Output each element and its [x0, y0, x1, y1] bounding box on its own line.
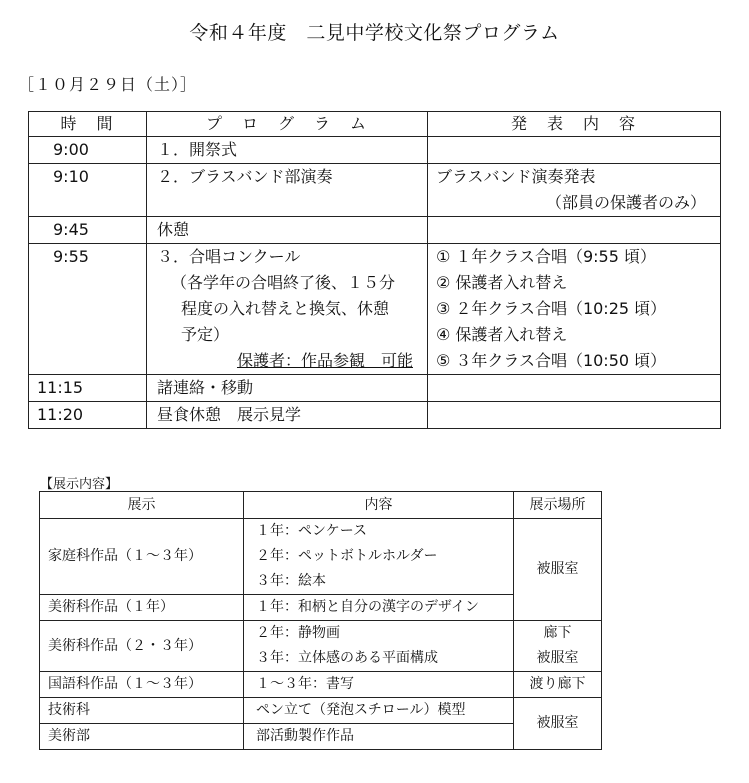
- exhibit-line: １～３年：書写: [256, 676, 354, 692]
- exhibit-item: 美術科作品（２・３年）: [40, 621, 244, 672]
- exhibit-item: 国語科作品（１～３年）: [40, 672, 244, 698]
- exhibit-line: ２年：静物画: [256, 625, 340, 641]
- page-title: 令和４年度 二見中学校文化祭プログラム: [189, 22, 560, 44]
- time-cell: 9:00: [29, 137, 147, 164]
- time-cell: 11:20: [29, 402, 147, 429]
- program-line: 諸連絡・移動: [157, 378, 254, 397]
- program-cell: [147, 244, 428, 375]
- header-time: 時 間: [29, 112, 147, 137]
- exhibit-place-line: 被服室: [536, 650, 579, 666]
- table-row: [40, 672, 602, 698]
- exhibit-line: 部活動製作作品: [256, 728, 354, 744]
- table-row: [29, 217, 721, 244]
- header-place: 展示場所: [514, 492, 602, 519]
- content-line: ① １年クラス合唱（9:55 頃）: [436, 247, 656, 266]
- time-cell: 11:15: [29, 375, 147, 402]
- exhibit-place: 渡り廊下: [514, 672, 602, 698]
- content-cell: [428, 137, 721, 164]
- table-row: [29, 164, 721, 217]
- program-cell: [147, 137, 428, 164]
- exhibit-place: [514, 621, 602, 672]
- content-line: ② 保護者入れ替え: [436, 273, 568, 292]
- exhibit-place-line: 廊下: [543, 625, 572, 641]
- content-cell: [428, 217, 721, 244]
- table-row: [29, 137, 721, 164]
- exhibit-item: 美術科作品（１年）: [40, 595, 244, 621]
- time-cell: 9:45: [29, 217, 147, 244]
- exhibit-line: １年：和柄と自分の漢字のデザイン: [256, 599, 480, 615]
- exhibit-line: ペン立て（発泡スチロール）模型: [256, 702, 466, 718]
- exhibit-content: [244, 672, 514, 698]
- header-item: 展示: [40, 492, 244, 519]
- exhibit-item: 家庭科作品（１～３年）: [40, 519, 244, 595]
- table-row: [29, 402, 721, 429]
- content-line: ブラスバンド演奏発表: [436, 167, 596, 186]
- header-content: 発 表 内 容: [428, 112, 721, 137]
- exhibit-item: 技術科: [40, 698, 244, 724]
- program-cell: [147, 217, 428, 244]
- exhibit-line: ３年：立体感のある平面構成: [256, 650, 438, 666]
- time-cell: 9:55: [29, 244, 147, 375]
- exhibit-content: [244, 519, 514, 595]
- header-program: プ ロ グ ラ ム: [147, 112, 428, 137]
- content-cell: [428, 244, 721, 375]
- exhibit-table: [39, 491, 602, 750]
- exhibit-line: ２年：ペットボトルホルダー: [256, 548, 438, 564]
- table-row: [29, 375, 721, 402]
- exhibit-line: ３年：絵本: [256, 573, 326, 589]
- exhibit-content: [244, 621, 514, 672]
- program-line: 程度の入れ替えと換気、休憩: [181, 299, 390, 318]
- exhibit-label: 【展示内容】: [40, 477, 119, 492]
- content-line: ⑤ ３年クラス合唱（10:50 頃）: [436, 351, 667, 370]
- program-cell: [147, 164, 428, 217]
- program-line: （各学年の合唱終了後、１５分: [171, 273, 396, 292]
- program-line: ２．ブラスバンド部演奏: [157, 167, 333, 186]
- parent-note: 保護者：作品参観 可能: [236, 351, 413, 370]
- program-cell: [147, 375, 428, 402]
- program-line: 予定）: [181, 325, 230, 344]
- exhibit-item: 美術部: [40, 724, 244, 750]
- program-line: １．開祭式: [157, 140, 238, 159]
- content-line: （部員の保護者のみ）: [545, 193, 706, 212]
- exhibit-place: 被服室: [514, 519, 602, 621]
- program-header-row: [29, 112, 721, 137]
- exhibit-content: [244, 698, 514, 724]
- table-row: [40, 621, 602, 672]
- program-cell: [147, 402, 428, 429]
- table-row: [40, 519, 602, 595]
- event-date: ［１０月２９日（土）］: [18, 75, 198, 94]
- table-row: [29, 244, 721, 375]
- exhibit-place: 被服室: [514, 698, 602, 750]
- content-cell: [428, 375, 721, 402]
- exhibit-header-row: [40, 492, 602, 519]
- exhibit-content: [244, 595, 514, 621]
- exhibit-content: [244, 724, 514, 750]
- content-cell: [428, 402, 721, 429]
- table-row: [40, 698, 602, 724]
- program-line: ３．合唱コンクール: [157, 247, 301, 266]
- program-line: 休憩: [157, 220, 190, 239]
- content-line: ④ 保護者入れ替え: [436, 325, 568, 344]
- header-content: 内容: [244, 492, 514, 519]
- time-cell: 9:10: [29, 164, 147, 217]
- program-table: [28, 111, 721, 429]
- program-line: 昼食休憩 展示見学: [157, 405, 302, 424]
- exhibit-line: １年：ペンケース: [256, 523, 368, 539]
- content-cell: [428, 164, 721, 217]
- content-line: ③ ２年クラス合唱（10:25 頃）: [436, 299, 667, 318]
